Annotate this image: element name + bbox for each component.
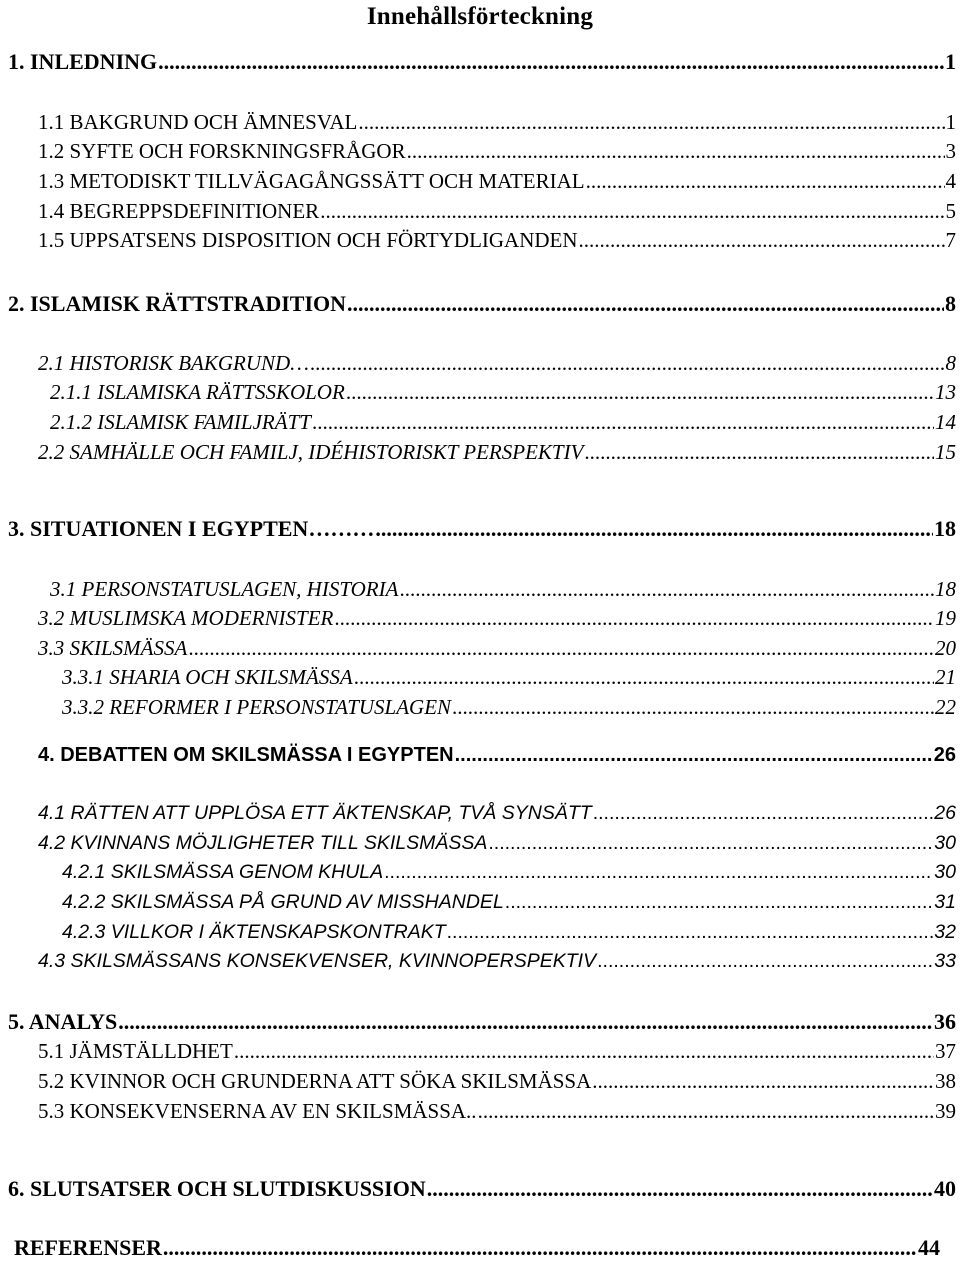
toc-entry[interactable]	[38, 828, 956, 858]
toc-entry[interactable]	[62, 887, 956, 917]
dot-leader	[334, 603, 934, 633]
toc-entry[interactable]	[8, 289, 956, 319]
toc-page-number: 7	[945, 228, 956, 252]
toc-entry-label: 4.2 KVINNANS MÖJLIGHETER TILL SKILSMÄSSA	[38, 832, 488, 854]
toc-entry[interactable]	[8, 1007, 956, 1037]
toc-page-number: 20	[935, 636, 956, 660]
toc-entry[interactable]	[38, 1066, 956, 1096]
toc-page-number: 1	[945, 110, 956, 134]
toc-page-number: 39	[935, 1099, 956, 1123]
toc-page-number: 4	[945, 169, 956, 193]
dot-leader	[505, 887, 934, 917]
toc-entry-label: 4. DEBATTEN OM SKILSMÄSSA I EGYPTEN	[38, 744, 454, 766]
toc-entry-label: 5.3 KONSEKVENSERNA AV EN SKILSMÄSSA..	[38, 1099, 477, 1123]
toc-page-number: 18	[934, 516, 956, 541]
toc-entry[interactable]	[38, 603, 956, 633]
toc-page-number: 40	[934, 1176, 956, 1201]
dot-leader	[488, 828, 933, 858]
dot-leader	[384, 857, 933, 887]
dot-leader	[399, 574, 934, 604]
toc-entry-label: 5.2 KVINNOR OCH GRUNDERNA ATT SÖKA SKILSMÄSSA	[38, 1069, 592, 1093]
toc-entry[interactable]	[8, 1174, 956, 1204]
toc-entry-label: 2.2 SAMHÄLLE OCH FAMILJ, IDÉHISTORISKT PERSPEKTIV	[38, 440, 584, 464]
toc-entry[interactable]	[50, 377, 956, 407]
toc-page-number: 21	[935, 665, 956, 689]
toc-page-number: 22	[935, 695, 956, 719]
toc-page-number: 1	[945, 49, 956, 74]
toc-entry[interactable]	[62, 857, 956, 887]
toc-entry[interactable]	[38, 946, 956, 976]
toc-entry-label: 2.1.2 ISLAMISK FAMILJRÄTT	[50, 410, 311, 434]
toc-page-number: 3	[945, 139, 956, 163]
toc-entry-label: 3.3 SKILSMÄSSA	[38, 636, 188, 660]
dot-leader	[347, 289, 944, 319]
toc-entry-label: REFERENSER	[14, 1235, 162, 1260]
toc-entry[interactable]	[38, 348, 956, 378]
toc-entry-label: 1.4 BEGREPPSDEFINITIONER	[38, 199, 320, 223]
toc-entry[interactable]	[38, 1096, 956, 1126]
toc-entry[interactable]	[8, 47, 956, 77]
toc-page-number: 13	[935, 380, 956, 404]
toc-entry[interactable]	[38, 437, 956, 467]
toc-entry-label: 1.2 SYFTE OCH FORSKNINGSFRÅGOR	[38, 139, 406, 163]
toc-page-number: 26	[933, 744, 956, 766]
toc-entry-label: 4.2.1 SKILSMÄSSA GENOM KHULA	[62, 861, 384, 883]
toc-entry-label: 3.2 MUSLIMSKA MODERNISTER	[38, 606, 334, 630]
dot-leader	[375, 514, 933, 544]
toc-entry[interactable]	[62, 917, 956, 947]
dot-leader	[234, 1036, 934, 1066]
toc-entry-label: 2.1 HISTORISK BAKGRUND…	[38, 351, 309, 375]
toc-page-number: 5	[945, 199, 956, 223]
toc-entry[interactable]	[8, 514, 956, 544]
toc-entry-label: 5.1 JÄMSTÄLLDHET	[38, 1039, 233, 1063]
toc-entry-label: 3.3.1 SHARIA OCH SKILSMÄSSA	[62, 665, 353, 689]
dot-leader	[447, 917, 934, 947]
dot-leader	[118, 1007, 933, 1037]
toc-entry[interactable]	[50, 407, 956, 437]
toc-page-number: 8	[945, 351, 956, 375]
toc-page-number: 32	[934, 921, 956, 943]
toc-entry-label: 1.3 METODISKT TILLVÄGAGÅNGSSÄTT OCH MATERIAL	[38, 169, 585, 193]
toc-page-number: 44	[918, 1235, 940, 1260]
dot-leader	[358, 107, 944, 137]
toc-page-number: 26	[934, 802, 956, 824]
toc-page-number: 15	[935, 440, 956, 464]
toc-page-number: 31	[934, 891, 956, 913]
toc-entry-label: 2.1.1 ISLAMISKA RÄTTSSKOLOR	[50, 380, 345, 404]
toc-entry-label: 4.3 SKILSMÄSSANS KONSEKVENSER, KVINNOPERSPEKTIV	[38, 950, 597, 972]
toc-page-number: 30	[934, 832, 956, 854]
dot-leader	[346, 377, 934, 407]
dot-leader	[312, 407, 934, 437]
toc-entry-label: 1. INLEDNING	[8, 49, 158, 74]
toc-entry-label: 3.1 PERSONSTATUSLAGEN, HISTORIA	[50, 577, 399, 601]
dot-leader	[427, 1174, 933, 1204]
toc-entry-label: 5. ANALYS	[8, 1009, 118, 1034]
toc-entry[interactable]	[38, 107, 956, 137]
toc-entry[interactable]	[38, 196, 956, 226]
toc-entry-label: 4.1 RÄTTEN ATT UPPLÖSA ETT ÄKTENSKAP, TVÅ SYNSÄTT	[38, 802, 592, 824]
dot-leader	[310, 348, 945, 378]
dot-leader	[592, 1066, 934, 1096]
toc-page-number: 18	[935, 577, 956, 601]
dot-leader	[597, 946, 933, 976]
toc-entry[interactable]	[38, 740, 956, 770]
dot-leader	[163, 1233, 917, 1263]
toc-entry[interactable]	[14, 1233, 940, 1263]
toc-entry-label: 4.2.2 SKILSMÄSSA PÅ GRUND AV MISSHANDEL	[62, 891, 504, 913]
dot-leader	[158, 47, 944, 77]
toc-entry[interactable]	[62, 692, 956, 722]
dot-leader	[452, 692, 934, 722]
toc-entry[interactable]	[50, 574, 956, 604]
toc-entry-label: 3.3.2 REFORMER I PERSONSTATUSLAGEN	[62, 695, 452, 719]
toc-page-number: 8	[945, 291, 956, 316]
dot-leader	[320, 196, 944, 226]
toc-entry[interactable]	[38, 633, 956, 663]
toc-page-number: 30	[934, 861, 956, 883]
toc-entry[interactable]	[62, 662, 956, 692]
toc-entry[interactable]	[38, 136, 956, 166]
toc-entry-label: 4.2.3 VILLKOR I ÄKTENSKAPSKONTRAKT	[62, 921, 446, 943]
toc-entry[interactable]	[38, 798, 956, 828]
toc-entry-label: 3. SITUATIONEN I EGYPTEN………	[8, 516, 375, 541]
toc-page-number: 38	[935, 1069, 956, 1093]
toc-page-number: 37	[935, 1039, 956, 1063]
dot-leader	[586, 166, 945, 196]
toc-page-number: 14	[935, 410, 956, 434]
dot-leader	[188, 633, 934, 663]
toc-entry[interactable]	[38, 166, 956, 196]
toc-entry-label: 1.5 UPPSATSENS DISPOSITION OCH FÖRTYDLIGANDEN	[38, 228, 578, 252]
page-title: Innehållsförteckning	[366, 3, 594, 30]
dot-leader	[354, 662, 934, 692]
toc-entry-label: 1.1 BAKGRUND OCH ÄMNESVAL	[38, 110, 358, 134]
toc-page-number: 19	[935, 606, 956, 630]
toc-page-number: 36	[934, 1009, 956, 1034]
toc-entry[interactable]	[38, 225, 956, 255]
dot-leader	[593, 798, 934, 828]
dot-leader	[579, 225, 945, 255]
dot-leader	[478, 1096, 934, 1126]
toc-entry-label: 2. ISLAMISK RÄTTSTRADITION	[8, 291, 347, 316]
dot-leader	[455, 740, 933, 770]
toc-entry[interactable]	[38, 1036, 956, 1066]
dot-leader	[584, 437, 934, 467]
toc-page-number: 33	[934, 950, 956, 972]
dot-leader	[407, 136, 945, 166]
toc-entry-label: 6. SLUTSATSER OCH SLUTDISKUSSION	[8, 1176, 426, 1201]
